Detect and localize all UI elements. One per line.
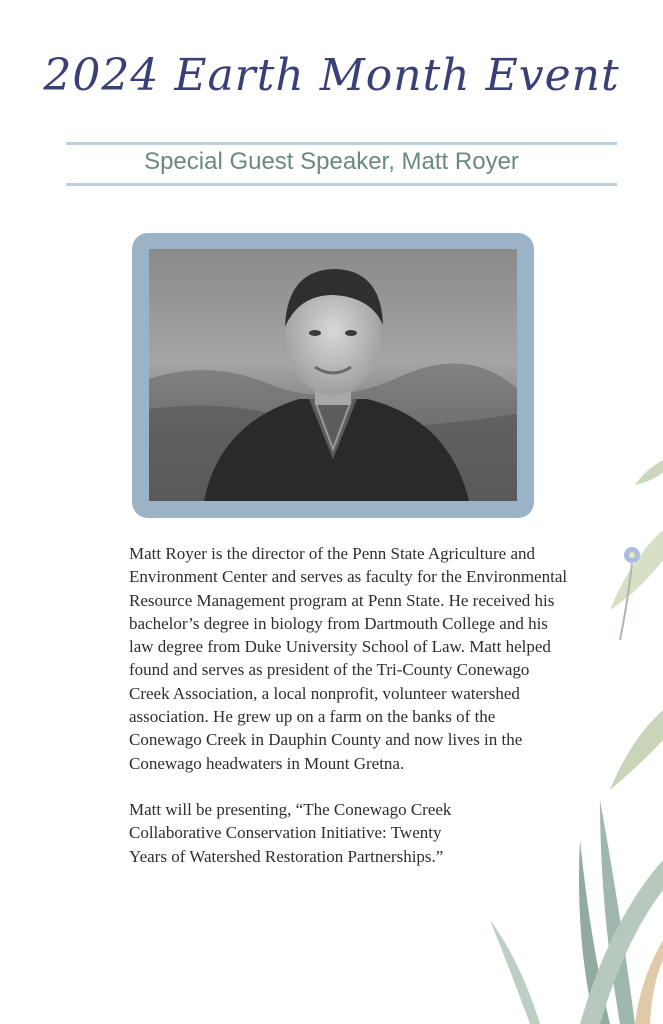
divider-top (66, 142, 617, 145)
bio-paragraph-1: Matt Royer is the director of the Penn State Agriculture and Environment Center and serves as faculty for the Environmental Resource Management program at Penn State. He received his bachelor’s degree in biology from Dartmouth College and his law degree from Duke University School of Law. Matt helped found and serves as president of the Tri-County Conewago Creek Association, a local nonprofit, volunteer watershed association. He grew up on a farm on the banks of the Conewago Creek in Dauphin County and now lives in the Conewago headwaters in Mount Gretna. (129, 544, 568, 773)
botanical-leaves-decoration (460, 440, 663, 1024)
divider-bottom (66, 183, 617, 186)
event-title: 2024 Earth Month Event (43, 50, 620, 101)
speaker-subtitle: Special Guest Speaker, Matt Royer (144, 148, 519, 175)
bio-paragraph-2: Matt will be presenting, “The Conewago Creek Collaborative Conservation Initiative: Twenty Years of Watershed Restoration Partnerships.” (129, 799, 452, 866)
